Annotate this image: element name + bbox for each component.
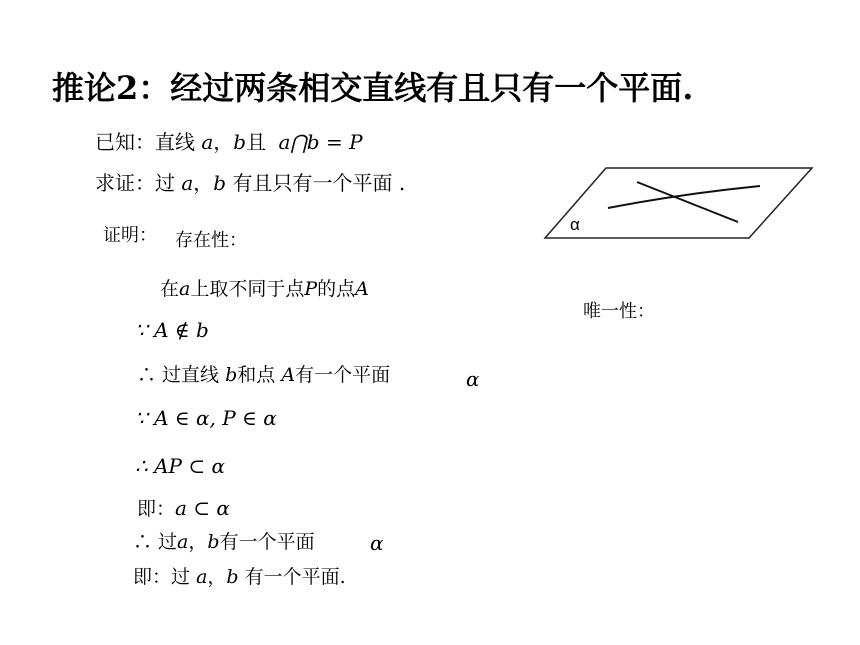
step-1-mid2: 的点 [317, 278, 356, 300]
step-3-mid: 和点 [237, 364, 276, 386]
prove-var-a: a [181, 171, 194, 195]
step-7 [133, 533, 315, 552]
step-6-expression: a ⊂ α [175, 496, 230, 520]
uniqueness-label: 唯一性： [583, 301, 655, 322]
step-6 [137, 498, 230, 519]
prove-line [95, 173, 405, 193]
step-7-prefix: ∴ 过 [133, 531, 178, 553]
theorem-title: 推论2：经过两条相交直线有且只有一个平面. [52, 69, 694, 107]
prove-suffix: 有且只有一个平面 . [232, 171, 406, 195]
step-8 [133, 568, 346, 587]
step-3-prefix: ∴ 过直线 [137, 364, 220, 386]
prove-comma: ， [193, 171, 214, 195]
line-a [637, 182, 738, 222]
step-8-comma: ， [207, 566, 227, 588]
line-b [608, 186, 760, 208]
given-and: 且 [246, 130, 267, 154]
step-7-var-b: b [207, 531, 220, 553]
existence-label: 存在性： [175, 230, 247, 251]
step-1-prefix: 在 [160, 278, 180, 300]
step-6-prefix: 即： [137, 498, 176, 520]
given-comma: ， [213, 130, 234, 154]
step-3-var-b: b [225, 364, 238, 386]
step-8-var-b: b [226, 566, 239, 588]
plane-parallelogram [545, 168, 812, 238]
step-3 [137, 366, 390, 385]
step-7-var-a: a [177, 531, 189, 553]
step-1-var-p: P [304, 278, 318, 300]
step-4: ∵ A ∈ α, P ∈ α [135, 406, 277, 430]
step-2: ∵ A ∉ b [135, 318, 209, 342]
step-1 [160, 280, 369, 299]
plane-diagram [540, 160, 815, 245]
given-var-a: a [201, 130, 214, 154]
step-8-suffix: 有一个平面. [244, 566, 346, 588]
given-expression: a⋂b = P [278, 130, 363, 154]
step-7-alpha: α [370, 531, 384, 555]
given-line [95, 132, 363, 152]
step-8-var-a: a [196, 566, 208, 588]
step-3-alpha: α [466, 367, 480, 391]
given-prefix: 已知：直线 [95, 130, 195, 154]
given-var-b: b [233, 130, 247, 154]
step-3-var-a: A [281, 364, 296, 386]
proof-label: 证明： [103, 225, 157, 246]
step-1-var-upper-a: A [355, 278, 369, 300]
step-5: ∴ AP ⊂ α [135, 454, 225, 478]
prove-var-b: b [213, 171, 227, 195]
step-8-prefix: 即：过 [133, 566, 191, 588]
step-7-comma: ， [188, 531, 208, 553]
step-1-mid: 上取不同于点 [190, 278, 305, 300]
prove-prefix: 求证：过 [95, 171, 175, 195]
step-7-suffix: 有一个平面 [219, 531, 315, 553]
step-3-suffix: 有一个平面 [295, 364, 391, 386]
step-1-var-a: a [179, 278, 191, 300]
plane-alpha-label: α [570, 215, 580, 234]
